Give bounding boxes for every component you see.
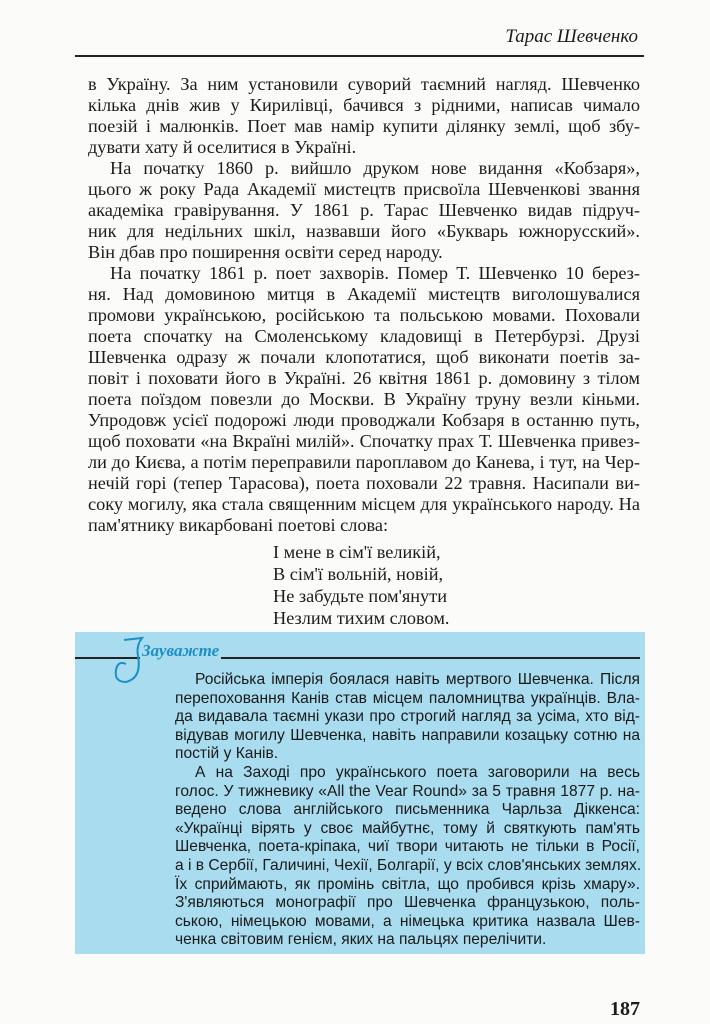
text-line: щоб поховати «на Вкраїні милій». Спочатку прах Т. Шевченка привез- [88,431,640,451]
text-line: дувати хату й оселитися в Україні. [88,137,357,157]
text-line: повіт і поховати його в Україні. 26 квітня 1861 р. домовину з тілом [88,368,640,388]
text-line: «Українці вірять у своє майбутнє, тому й святкують пам'ять [175,819,640,837]
text-line: академіка гравірування. У 1861 р. Тарас Шевченко видав підруч- [88,200,640,220]
text-line: голос. У тижневику «All the Vear Round» за 5 травня 1877 р. на- [175,782,640,800]
poem-line: В сім'ї вольній, новій, [273,564,444,584]
text-line: На початку 1860 р. вийшло друком нове видання «Кобзаря», [110,158,640,178]
text-line: поезій і малюнків. Поет мав намір купити ділянку землі, щоб збу- [88,116,640,136]
poem-line: Незлим тихим словом. [273,608,450,628]
text-line: кілька днів жив у Кирилівці, бачився з рідними, написав чимало [88,95,640,115]
poem-line: Не забудьте пом'янути [273,586,447,606]
text-line: Їх сприймають, як промінь світла, що пробився крізь хмару». [175,875,640,893]
text-line: На початку 1861 р. поет захворів. Помер Т. Шевченко 10 берез- [110,263,640,283]
text-line: в Україну. За ним установили суворий таємний нагляд. Шевченко [88,74,640,94]
text-line: да видавала таємні укази про строгий нагляд за усіма, хто від- [175,708,640,726]
text-line: постій у Канів. [175,745,279,763]
text-line: Шевченка, поета-кріпака, чиї твори читають не тільки в Росії, [175,838,640,856]
text-line: ли до Києва, а потім переправили пароплавом до Канева, і тут, на Чер- [88,452,640,472]
page-number: 187 [610,998,640,1020]
running-head: Тарас Шевченко [505,26,638,47]
text-line: а і в Сербії, Галичині, Чехії, Болгарії, у всіх слов'янських землях. [175,856,642,874]
note-title: Зауважте [142,641,220,660]
text-line: соку могилу, яка стала священним місцем для українського народу. На [88,494,640,514]
text-line: перепоховання Канів став місцем паломництва українців. Вла- [175,689,640,707]
text-line: відував могилу Шевченка, навіть направили козацьку сотню на [175,726,640,744]
text-line: ською, німецькою мовами, а німецька критика назвала Шев- [175,912,640,930]
text-line: ня. Над домовиною митця в Академії мистецтв виголошувалися [88,284,640,304]
text-line: А на Заході про українського поета заговорили на весь [195,763,640,781]
text-line: Шевченка одразу ж почали клопотатися, щоб виконати поетів за- [88,347,640,367]
text-line: промови українською, російською та польською мовами. Поховали [88,305,640,325]
text-line: пам'ятнику викарбовані поетові слова: [88,515,389,535]
text-line: ведено слова англійського письменника Чарльза Діккенса: [175,801,640,819]
text-line: поета поїздом повезли до Москви. В Україну труну везли кіньми. [88,389,640,409]
poem-line: І мене в сім'ї великій, [273,542,441,562]
text-line: Упродовж усієї подорожі люди проводжали Кобзаря в останню путь, [88,410,640,430]
text-line: ченка світовим генієм, яких на пальцях перелічити. [175,931,547,949]
note-text [175,671,640,950]
text-line: нечій горі (тепер Тарасова), поета поховали 22 травня. Насипали ви- [88,473,640,493]
text-line: Він дбав про поширення освіти серед народу. [88,242,443,262]
header-rule [75,55,644,57]
text-line: ник для недільних шкіл, назвавши його «Букварь южнорусский». [88,221,640,241]
text-line: З'являються монографії про Шевченка французькою, поль- [175,894,640,912]
text-line: Російська імперія боялася навіть мертвого Шевченка. Після [195,671,640,688]
poem [273,541,449,629]
text-line: поета спочатку на Смоленському кладовищі в Петербурзі. Друзі [88,326,640,346]
main-text [88,74,640,536]
text-line: цього ж року Рада Академії мистецтв присвоїла Шевченкові звання [88,179,640,199]
